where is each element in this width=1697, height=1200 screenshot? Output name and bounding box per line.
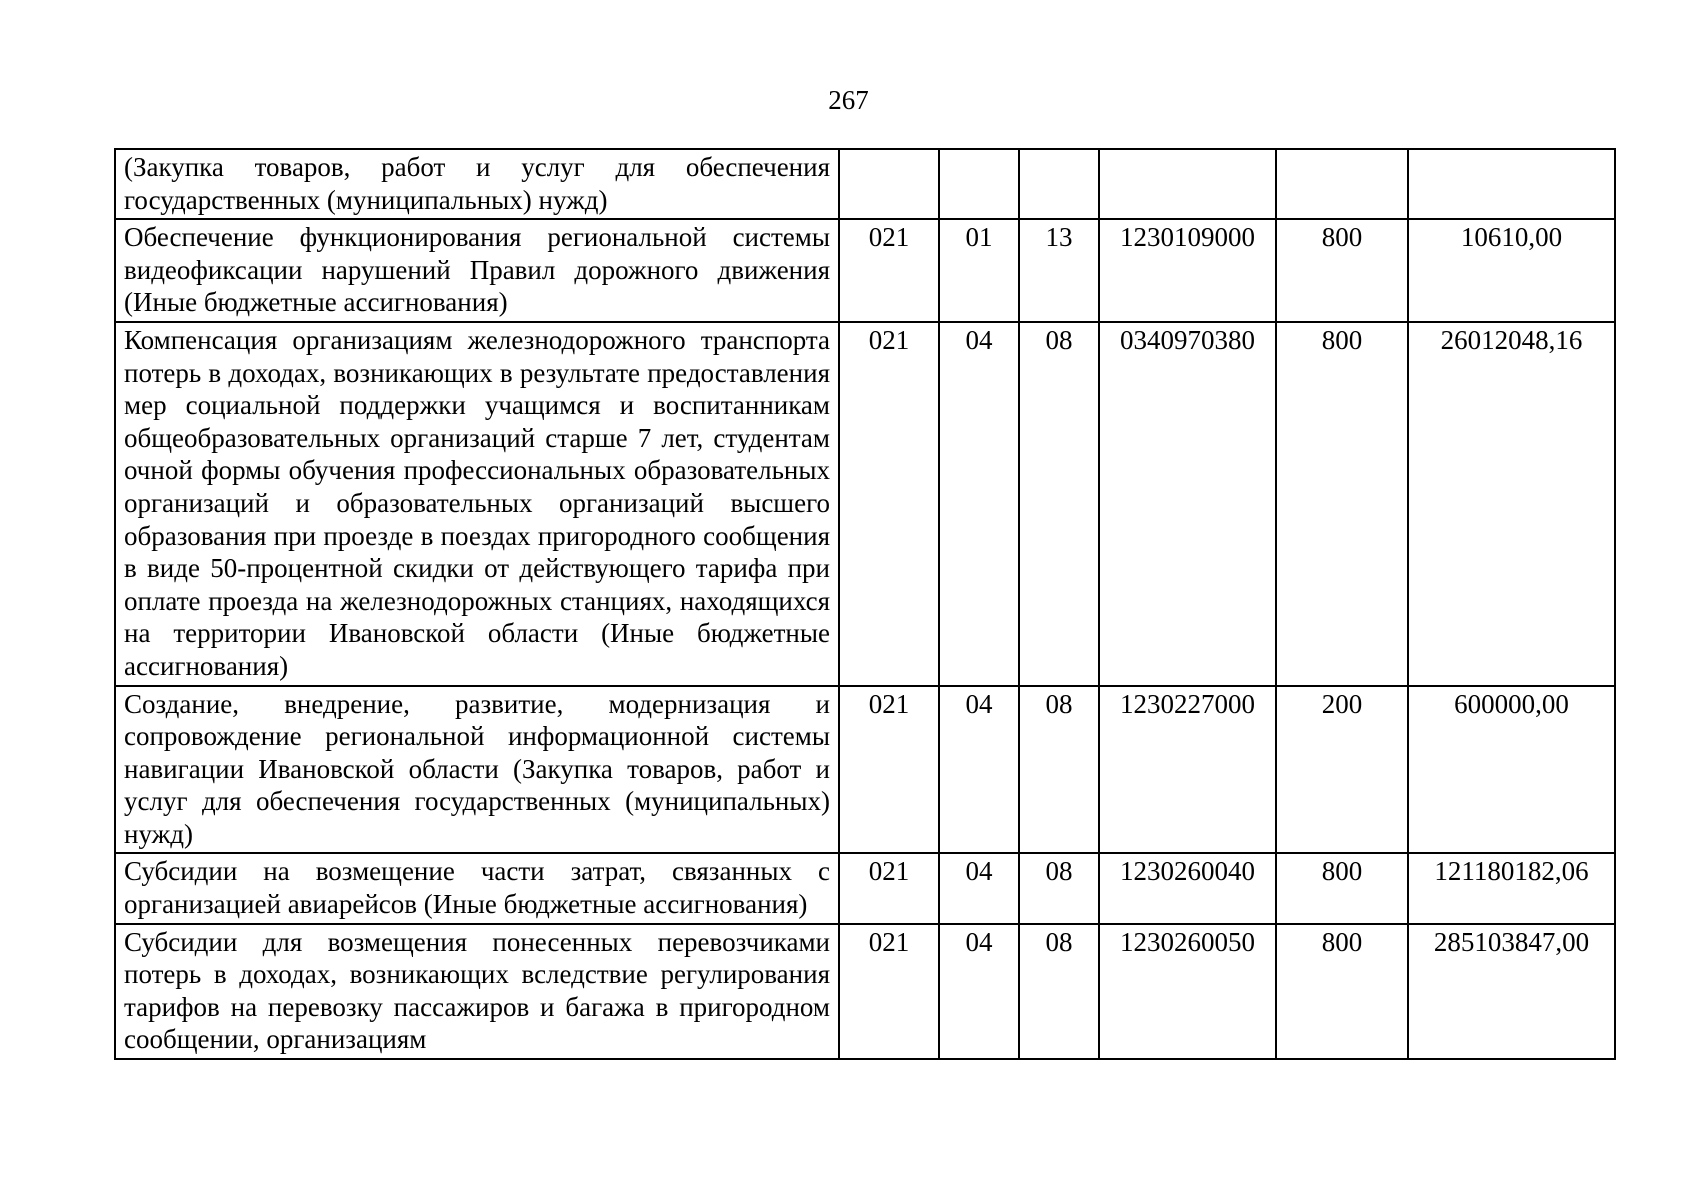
row-amount: 285103847,00 bbox=[1408, 924, 1615, 1059]
row-description: Компенсация организациям железнодорожного транспорта потерь в доходах, возникающих в результате предоставления мер социальной поддержки учащимся и воспитанникам общеобразовательных организаций старше 7 лет, студентам очной формы обучения профессиональных образовательных организаций и образовательных организаций высшего образования при проезде в поездах пригородного сообщения в виде 50-процентной скидки от действующего тарифа при оплате проезда на железнодорожных станциях, находящихся на территории Ивановской области (Иные бюджетные ассигнования) bbox=[115, 322, 839, 686]
row-grbs-code: 021 bbox=[839, 686, 939, 854]
row-description: Создание, внедрение, развитие, модернизация и сопровождение региональной информационной системы навигации Ивановской области (Закупка товаров, работ и услуг для обеспечения государственных (муниципальных) нужд) bbox=[115, 686, 839, 854]
table-row bbox=[115, 853, 1615, 923]
row-subsection-code: 08 bbox=[1019, 853, 1099, 923]
row-section-code: 04 bbox=[939, 686, 1019, 854]
budget-table bbox=[114, 148, 1616, 1060]
row-section-code: 01 bbox=[939, 219, 1019, 322]
row-expense-type: 800 bbox=[1276, 853, 1408, 923]
row-section-code: 04 bbox=[939, 853, 1019, 923]
row-target-article: 1230227000 bbox=[1099, 686, 1276, 854]
table-row bbox=[115, 686, 1615, 854]
table-row bbox=[115, 149, 1615, 219]
row-expense-type: 800 bbox=[1276, 322, 1408, 686]
row-amount bbox=[1408, 149, 1615, 219]
row-subsection-code: 08 bbox=[1019, 322, 1099, 686]
row-grbs-code: 021 bbox=[839, 853, 939, 923]
row-amount: 121180182,06 bbox=[1408, 853, 1615, 923]
row-expense-type: 800 bbox=[1276, 219, 1408, 322]
row-section-code: 04 bbox=[939, 322, 1019, 686]
row-section-code bbox=[939, 149, 1019, 219]
row-target-article: 1230109000 bbox=[1099, 219, 1276, 322]
table-row bbox=[115, 219, 1615, 322]
row-grbs-code: 021 bbox=[839, 322, 939, 686]
page-number: 267 bbox=[828, 85, 869, 115]
row-amount: 10610,00 bbox=[1408, 219, 1615, 322]
table-row bbox=[115, 924, 1615, 1059]
row-description: (Закупка товаров, работ и услуг для обеспечения государственных (муниципальных) нужд) bbox=[115, 149, 839, 219]
row-grbs-code bbox=[839, 149, 939, 219]
row-amount: 600000,00 bbox=[1408, 686, 1615, 854]
row-amount: 26012048,16 bbox=[1408, 322, 1615, 686]
row-target-article: 1230260040 bbox=[1099, 853, 1276, 923]
row-subsection-code bbox=[1019, 149, 1099, 219]
row-subsection-code: 13 bbox=[1019, 219, 1099, 322]
row-description: Субсидии для возмещения понесенных перевозчиками потерь в доходах, возникающих вследствие регулирования тарифов на перевозку пассажиров и багажа в пригородном сообщении, организациям bbox=[115, 924, 839, 1059]
row-description: Обеспечение функционирования региональной системы видеофиксации нарушений Правил дорожного движения (Иные бюджетные ассигнования) bbox=[115, 219, 839, 322]
row-grbs-code: 021 bbox=[839, 924, 939, 1059]
row-section-code: 04 bbox=[939, 924, 1019, 1059]
row-expense-type: 200 bbox=[1276, 686, 1408, 854]
row-description: Субсидии на возмещение части затрат, связанных с организацией авиарейсов (Иные бюджетные ассигнования) bbox=[115, 853, 839, 923]
row-expense-type bbox=[1276, 149, 1408, 219]
table-row bbox=[115, 322, 1615, 686]
row-subsection-code: 08 bbox=[1019, 686, 1099, 854]
row-subsection-code: 08 bbox=[1019, 924, 1099, 1059]
row-target-article: 0340970380 bbox=[1099, 322, 1276, 686]
row-target-article bbox=[1099, 149, 1276, 219]
row-grbs-code: 021 bbox=[839, 219, 939, 322]
row-target-article: 1230260050 bbox=[1099, 924, 1276, 1059]
row-expense-type: 800 bbox=[1276, 924, 1408, 1059]
